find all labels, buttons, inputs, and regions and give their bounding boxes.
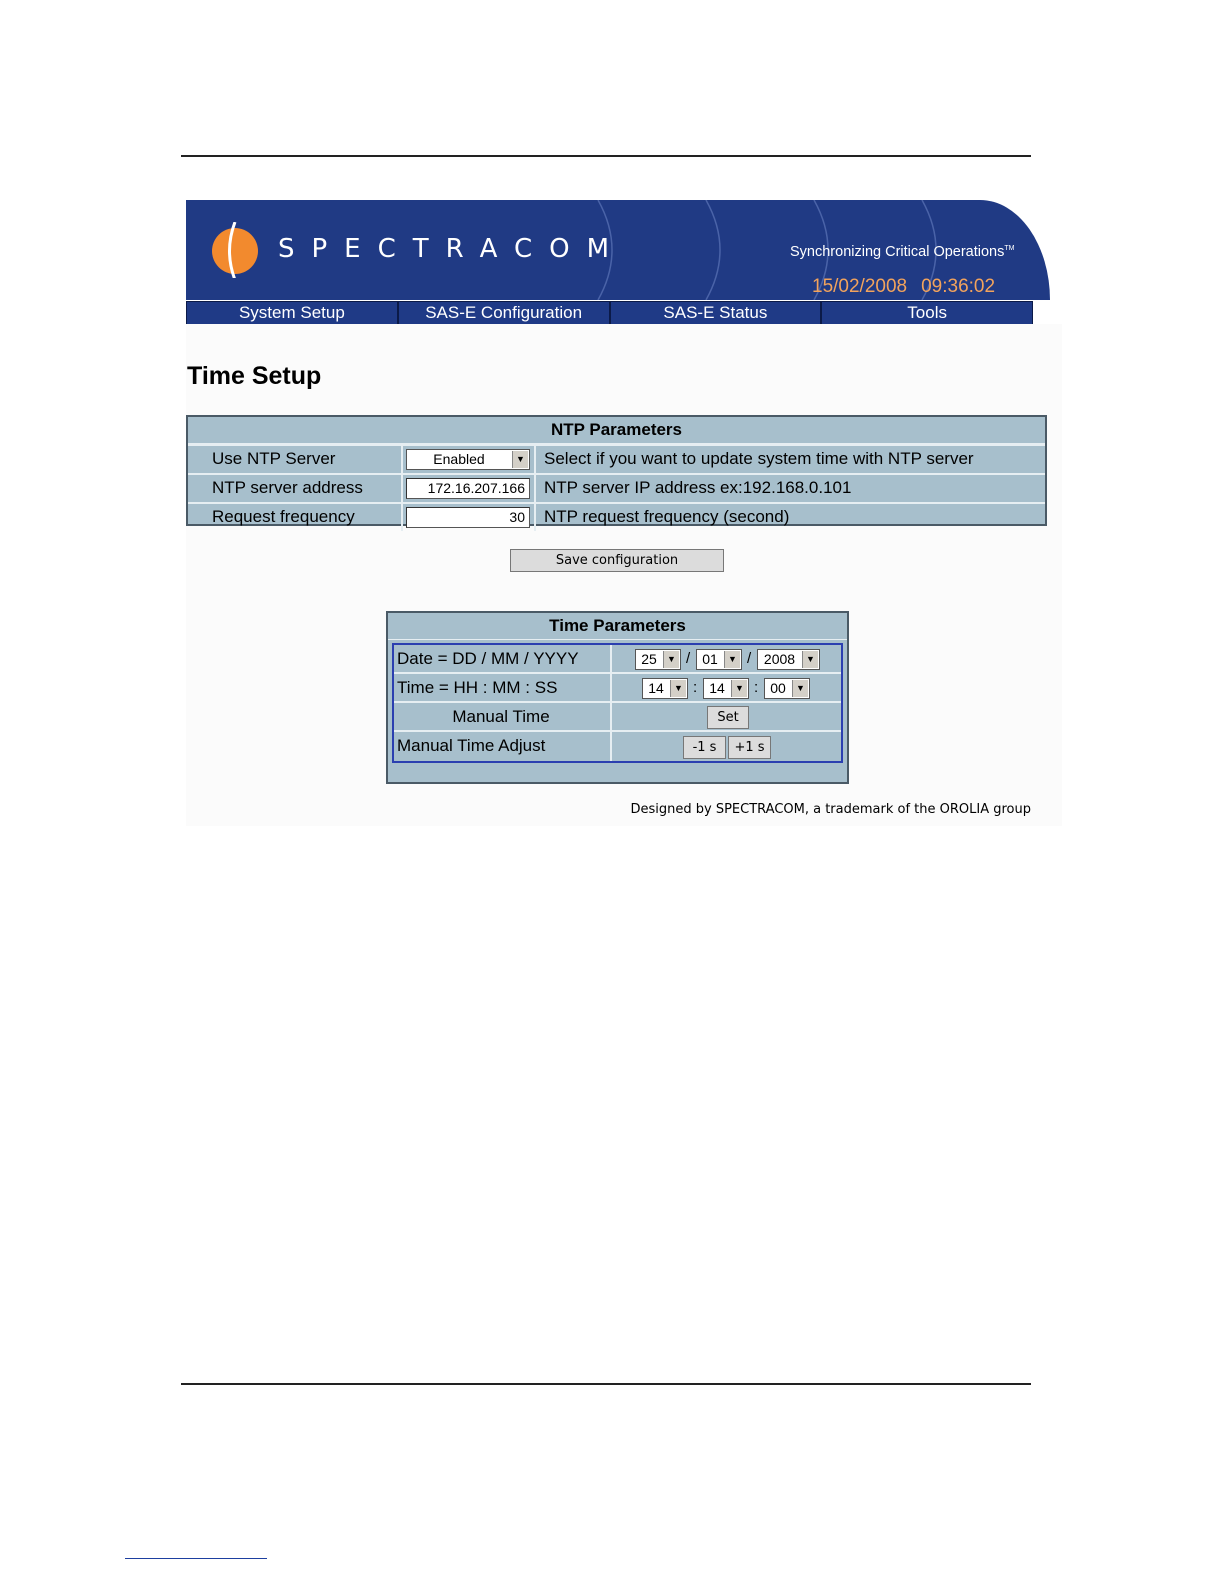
plus-one-second-button[interactable]: +1 s bbox=[728, 736, 771, 759]
brand-name: SPECTRACOM bbox=[278, 234, 627, 264]
ntp-parameters-panel bbox=[186, 415, 1047, 526]
page-title: Time Setup bbox=[187, 362, 322, 390]
main-nav bbox=[186, 301, 1033, 325]
ntp-row-server-address bbox=[188, 473, 1045, 502]
chevron-down-icon: ▼ bbox=[663, 651, 679, 668]
ntp-server-address-description: NTP server IP address ex:192.168.0.101 bbox=[544, 478, 852, 497]
tagline: Synchronizing Critical Operations™ bbox=[790, 244, 1015, 260]
date-label: Date = DD / MM / YYYY bbox=[397, 649, 579, 668]
time-parameters-panel bbox=[386, 611, 849, 784]
ntp-server-address-input[interactable]: 172.16.207.166 bbox=[406, 478, 530, 499]
request-frequency-description: NTP request frequency (second) bbox=[544, 507, 790, 526]
chevron-down-icon: ▼ bbox=[792, 680, 808, 697]
banner bbox=[186, 200, 1050, 300]
chevron-down-icon: ▼ bbox=[802, 651, 818, 668]
year-select[interactable]: 2008 ▼ bbox=[757, 649, 820, 670]
page-footer-rule bbox=[181, 1383, 1031, 1385]
use-ntp-server-label: Use NTP Server bbox=[212, 449, 336, 468]
save-configuration-button[interactable]: Save configuration bbox=[510, 549, 724, 572]
time-row bbox=[394, 674, 841, 703]
spectracom-logo-icon bbox=[210, 222, 260, 278]
time-panel-header: Time Parameters bbox=[388, 613, 847, 640]
clock-date: 15/02/2008 bbox=[812, 276, 908, 297]
use-ntp-server-select[interactable]: Enabled ▼ bbox=[406, 449, 530, 470]
ntp-row-request-frequency bbox=[188, 502, 1045, 531]
time-label: Time = HH : MM : SS bbox=[397, 678, 558, 697]
nav-item-system-setup[interactable]: System Setup bbox=[187, 302, 399, 324]
chevron-down-icon: ▼ bbox=[670, 680, 686, 697]
request-frequency-label: Request frequency bbox=[212, 507, 355, 526]
chevron-down-icon: ▼ bbox=[724, 651, 740, 668]
manual-time-row bbox=[394, 703, 841, 732]
second-select[interactable]: 00 ▼ bbox=[764, 678, 810, 699]
nav-item-sas-e-configuration[interactable]: SAS-E Configuration bbox=[399, 302, 611, 324]
manual-time-label: Manual Time bbox=[452, 707, 550, 726]
date-separator: / bbox=[747, 650, 752, 667]
footnote-rule bbox=[125, 1558, 267, 1559]
date-row bbox=[394, 645, 841, 674]
clock-time: 09:36:02 bbox=[921, 276, 996, 297]
day-select[interactable]: 25 ▼ bbox=[635, 649, 681, 670]
footer-credit: Designed by SPECTRACOM, a trademark of the OROLIA group bbox=[630, 802, 1031, 817]
ntp-server-address-label: NTP server address bbox=[212, 478, 363, 497]
use-ntp-server-description: Select if you want to update system time with NTP server bbox=[544, 449, 974, 468]
set-time-button[interactable]: Set bbox=[707, 706, 749, 729]
page-header-rule bbox=[181, 155, 1031, 157]
minute-select[interactable]: 14 ▼ bbox=[703, 678, 749, 699]
request-frequency-input[interactable]: 30 bbox=[406, 507, 530, 528]
ntp-panel-header: NTP Parameters bbox=[188, 417, 1045, 444]
ntp-row-use-server bbox=[188, 444, 1045, 473]
manual-time-adjust-row bbox=[394, 732, 841, 761]
time-separator: : bbox=[693, 679, 698, 696]
time-parameters-grid bbox=[392, 643, 843, 763]
minus-one-second-button[interactable]: -1 s bbox=[683, 736, 726, 759]
header-clock bbox=[812, 276, 995, 298]
chevron-down-icon: ▼ bbox=[512, 451, 528, 468]
hour-select[interactable]: 14 ▼ bbox=[642, 678, 688, 699]
date-separator: / bbox=[686, 650, 691, 667]
manual-time-adjust-label: Manual Time Adjust bbox=[397, 736, 546, 755]
month-select[interactable]: 01 ▼ bbox=[696, 649, 742, 670]
time-separator: : bbox=[754, 679, 759, 696]
nav-item-tools[interactable]: Tools bbox=[907, 303, 947, 322]
nav-item-sas-e-status[interactable]: SAS-E Status bbox=[611, 302, 823, 324]
chevron-down-icon: ▼ bbox=[731, 680, 747, 697]
